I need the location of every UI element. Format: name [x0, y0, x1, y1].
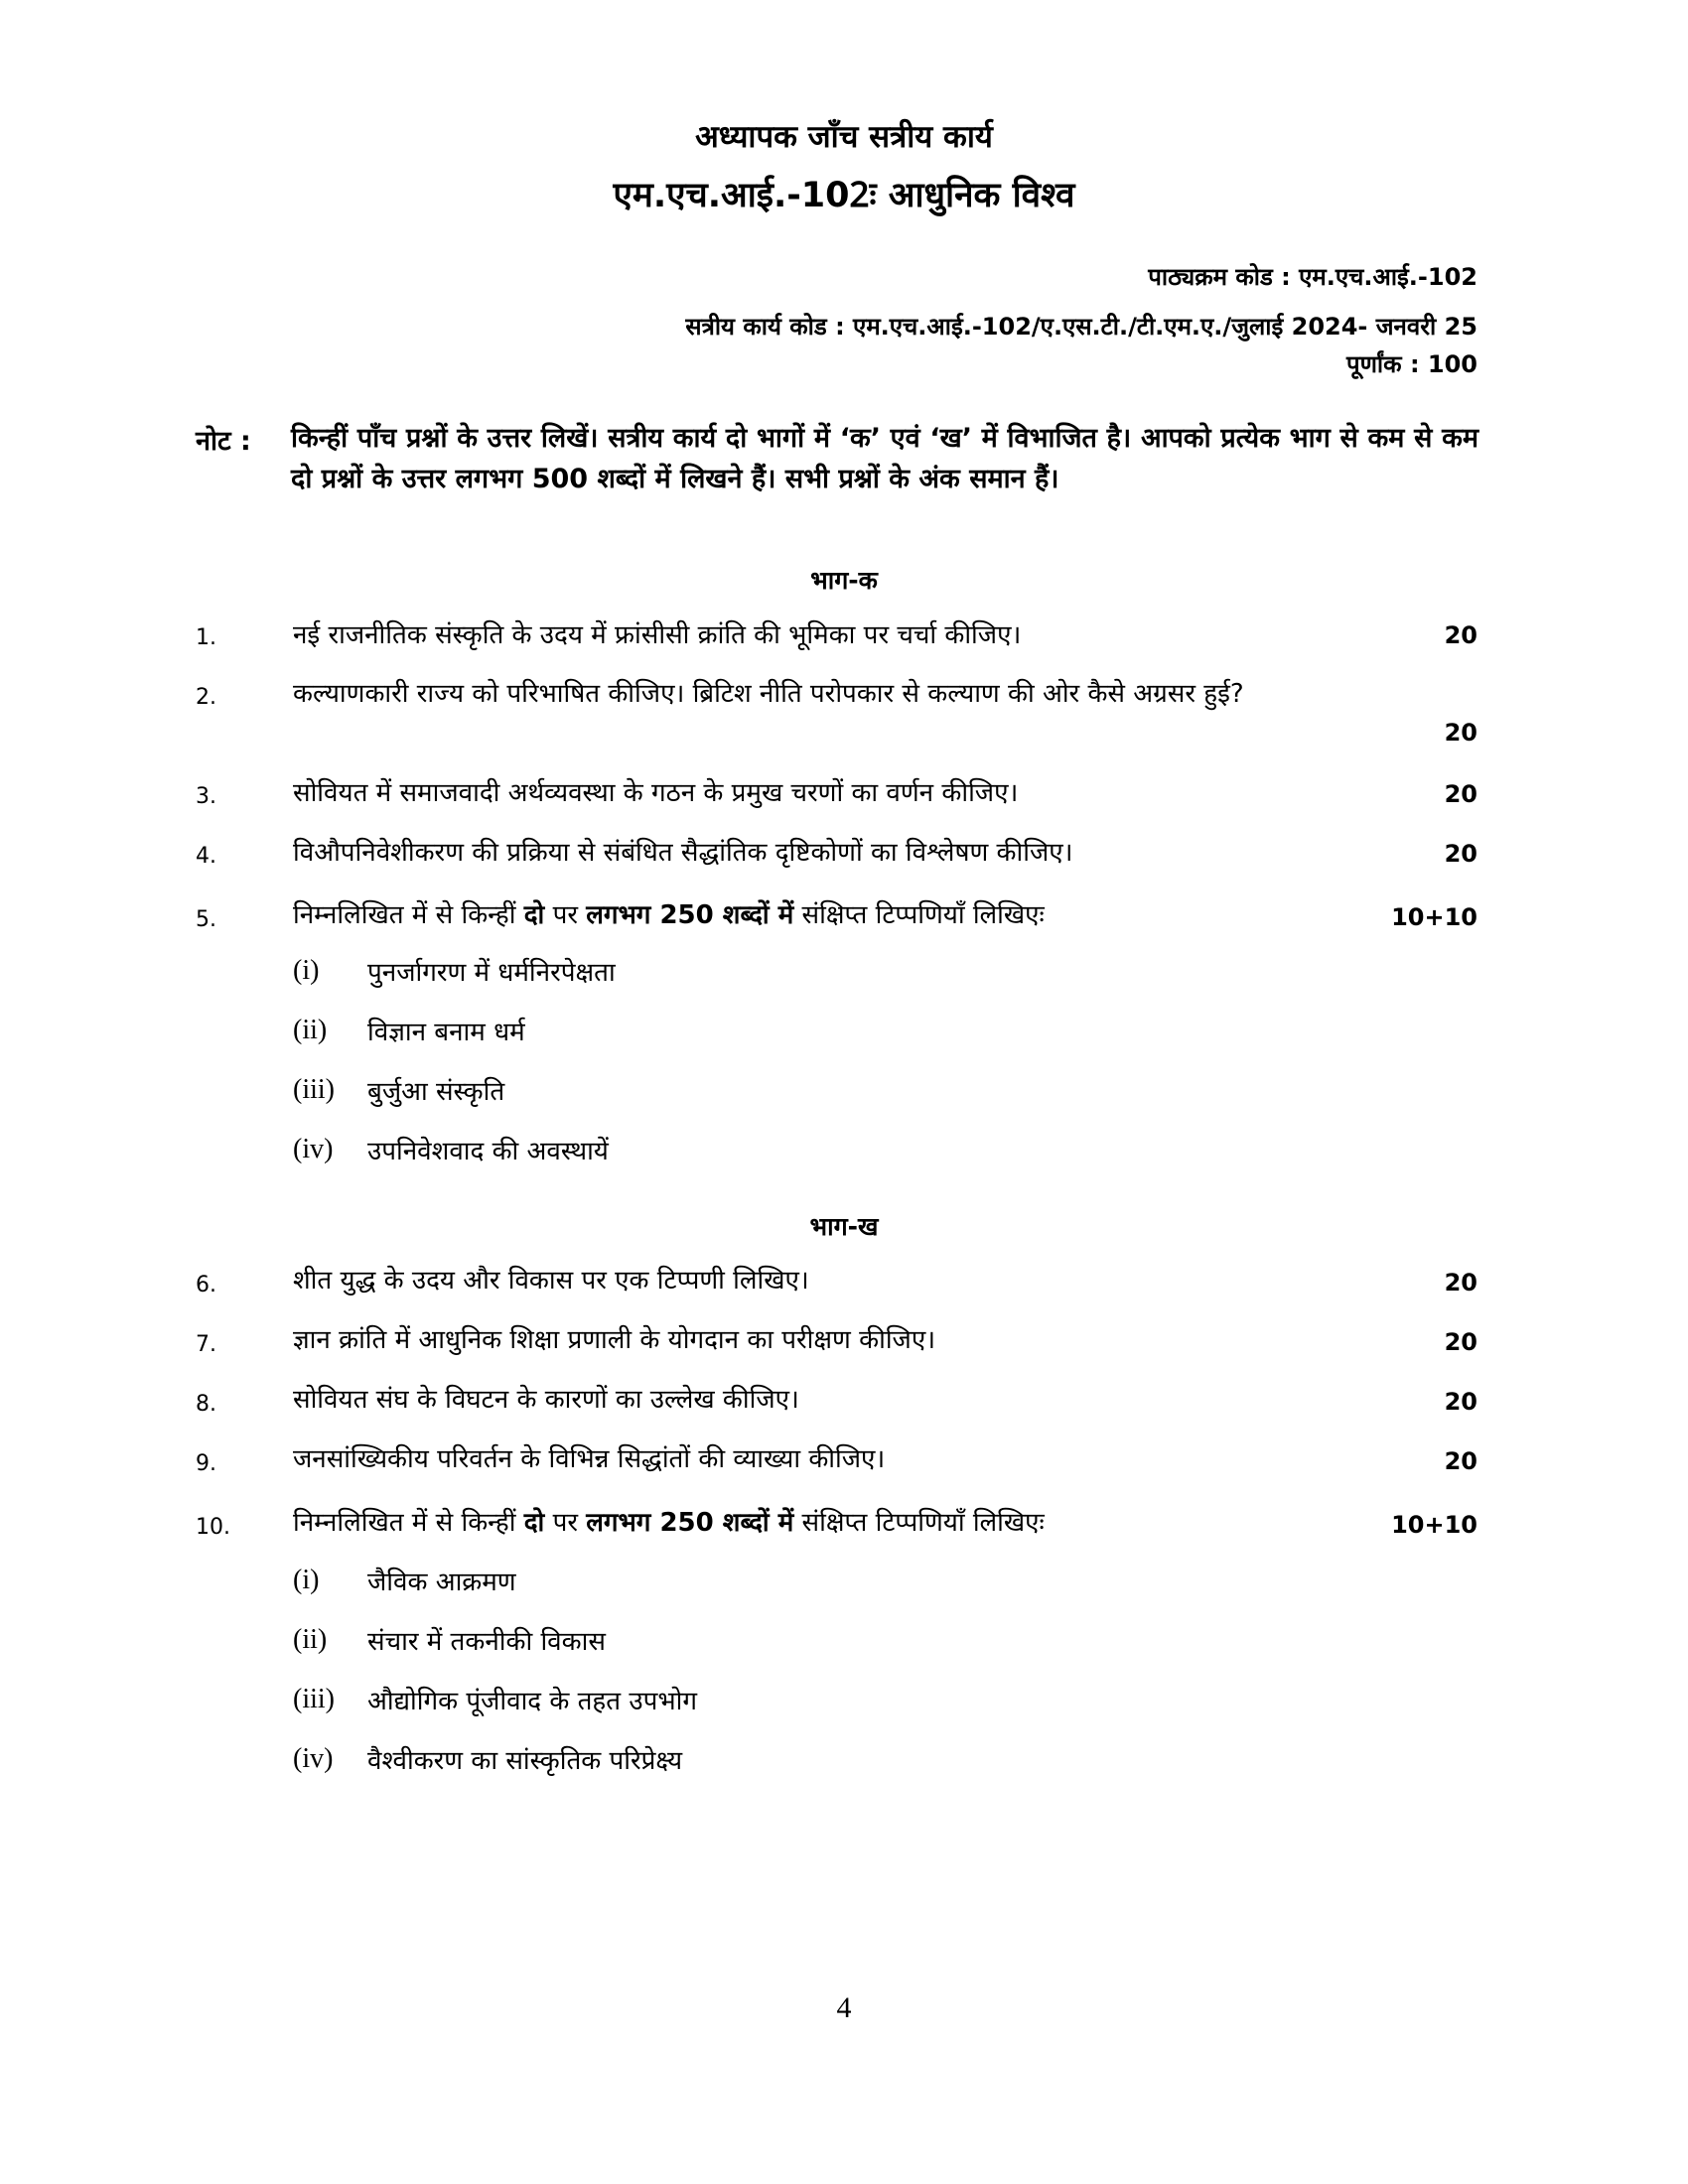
- question-number: 4.: [196, 844, 216, 869]
- subitem-number: (ii): [293, 1624, 328, 1655]
- subitem-number: (i): [293, 1565, 320, 1595]
- question-text: [293, 893, 1415, 937]
- assignment-code: सत्रीय कार्य कोड : एम.एच.आई.-102/ए.एस.टी./टी.एम.ए./जुलाई 2024- जनवरी 25: [685, 313, 1477, 341]
- course-title: एम.एच.आई.-102ः आधुनिक विश्व: [613, 176, 1075, 215]
- question-text: शीत युद्ध के उदय और विकास पर एक टिप्पणी लिखिए।: [293, 1266, 809, 1296]
- subitem-text: उपनिवेशवाद की अवस्थायें: [367, 1137, 609, 1166]
- subitem-text: बुर्जुआ संस्कृति: [367, 1077, 505, 1107]
- course-code: पाठ्यक्रम कोड : एम.एच.आई.-102: [1148, 263, 1477, 291]
- question-number: 3.: [196, 784, 216, 809]
- subitem-number: (iv): [293, 1743, 334, 1774]
- question-marks: 20: [1444, 1269, 1477, 1297]
- question-number: 7.: [196, 1332, 216, 1357]
- subitem-number: (iv): [293, 1134, 334, 1164]
- question-text-part: निम्नलिखित में से किन्हीं: [293, 1508, 516, 1538]
- subitem-text: जैविक आक्रमण: [367, 1568, 516, 1597]
- question-marks: 20: [1444, 1388, 1477, 1416]
- question-marks: 20: [1444, 621, 1477, 649]
- subitem-text: संचार में तकनीकी विकास: [367, 1627, 606, 1657]
- question-text-emphasis: दो: [523, 1508, 545, 1538]
- question-number: 6.: [196, 1273, 216, 1297]
- question-marks: 10+10: [1391, 903, 1477, 931]
- subitem-text: औद्योगिक पूंजीवाद के तहत उपभोग: [367, 1687, 697, 1716]
- question-marks: 20: [1444, 780, 1477, 808]
- part-b-heading: भाग-ख: [809, 1212, 879, 1241]
- part-a-heading: भाग-क: [810, 566, 878, 595]
- question-marks: 20: [1444, 840, 1477, 868]
- question-text: नई राजनीतिक संस्कृति के उदय में फ्रांसीसी क्रांति की भूमिका पर चर्चा कीजिए।: [293, 620, 1022, 650]
- document-title: अध्यापक जाँच सत्रीय कार्य: [695, 119, 993, 155]
- question-text: विऔपनिवेशीकरण की प्रक्रिया से संबंधित सैद्धांतिक दृष्टिकोणों का विश्लेषण कीजिए।: [293, 838, 1073, 868]
- note-text: किन्हीं पाँच प्रश्नों के उत्तर लिखें। सत्रीय कार्य दो भागों में ‘क’ एवं ‘ख’ में विभाजित है। आपको प्रत्येक भाग से कम से कम दो प्रश्नों के उत्तर लगभग 500 शब्दों में लिखने हैं। सभी प्रश्नों के अंक समान हैं।: [291, 423, 1478, 494]
- question-text-emphasis: लगभग 250 शब्दों में: [586, 900, 794, 930]
- subitem-number: (iii): [293, 1074, 335, 1105]
- question-marks: 10+10: [1391, 1511, 1477, 1539]
- question-text: कल्याणकारी राज्य को परिभाषित कीजिए। ब्रिटिश नीति परोपकार से कल्याण की ओर कैसे अग्रसर हुई?: [293, 679, 1244, 709]
- subitem-text: पुनर्जागरण में धर्मनिरपेक्षता: [367, 958, 616, 988]
- subitem-number: (ii): [293, 1015, 328, 1045]
- question-text-part: संक्षिप्त टिप्पणियाँ लिखिएः: [801, 1508, 1045, 1538]
- subitem-number: (iii): [293, 1684, 335, 1714]
- question-text-part: निम्नलिखित में से किन्हीं: [293, 900, 516, 930]
- question-text-emphasis: दो: [523, 900, 545, 930]
- question-text-part: संक्षिप्त टिप्पणियाँ लिखिएः: [801, 900, 1045, 930]
- question-number: 9.: [196, 1451, 216, 1476]
- question-number: 5.: [196, 907, 216, 932]
- question-text: [293, 1501, 1415, 1545]
- question-text-part: पर: [552, 1508, 578, 1538]
- question-number: 1.: [196, 625, 216, 650]
- question-text: सोवियत संघ के विघटन के कारणों का उल्लेख कीजिए।: [293, 1385, 799, 1415]
- page-number: 4: [836, 1991, 852, 2024]
- question-marks: 20: [1444, 1447, 1477, 1475]
- question-marks: 20: [1444, 719, 1477, 747]
- subitem-text: विज्ञान बनाम धर्म: [367, 1018, 525, 1047]
- question-number: 10.: [196, 1515, 230, 1540]
- max-marks: पूर्णांक : 100: [1345, 350, 1477, 378]
- question-number: 8.: [196, 1392, 216, 1417]
- question-text: सोवियत में समाजवादी अर्थव्यवस्था के गठन के प्रमुख चरणों का वर्णन कीजिए।: [293, 778, 1019, 808]
- note-label: नोट :: [196, 426, 251, 457]
- subitem-text: वैश्वीकरण का सांस्कृतिक परिप्रेक्ष्य: [367, 1746, 683, 1776]
- subitem-number: (i): [293, 955, 320, 986]
- question-marks: 20: [1444, 1328, 1477, 1356]
- question-text-emphasis: लगभग 250 शब्दों में: [586, 1508, 794, 1538]
- question-text: जनसांख्यिकीय परिवर्तन के विभिन्न सिद्धांतों की व्याख्या कीजिए।: [293, 1444, 886, 1474]
- question-text: ज्ञान क्रांति में आधुनिक शिक्षा प्रणाली के योगदान का परीक्षण कीजिए।: [293, 1325, 936, 1355]
- question-number: 2.: [196, 685, 216, 710]
- question-text-part: पर: [552, 900, 578, 930]
